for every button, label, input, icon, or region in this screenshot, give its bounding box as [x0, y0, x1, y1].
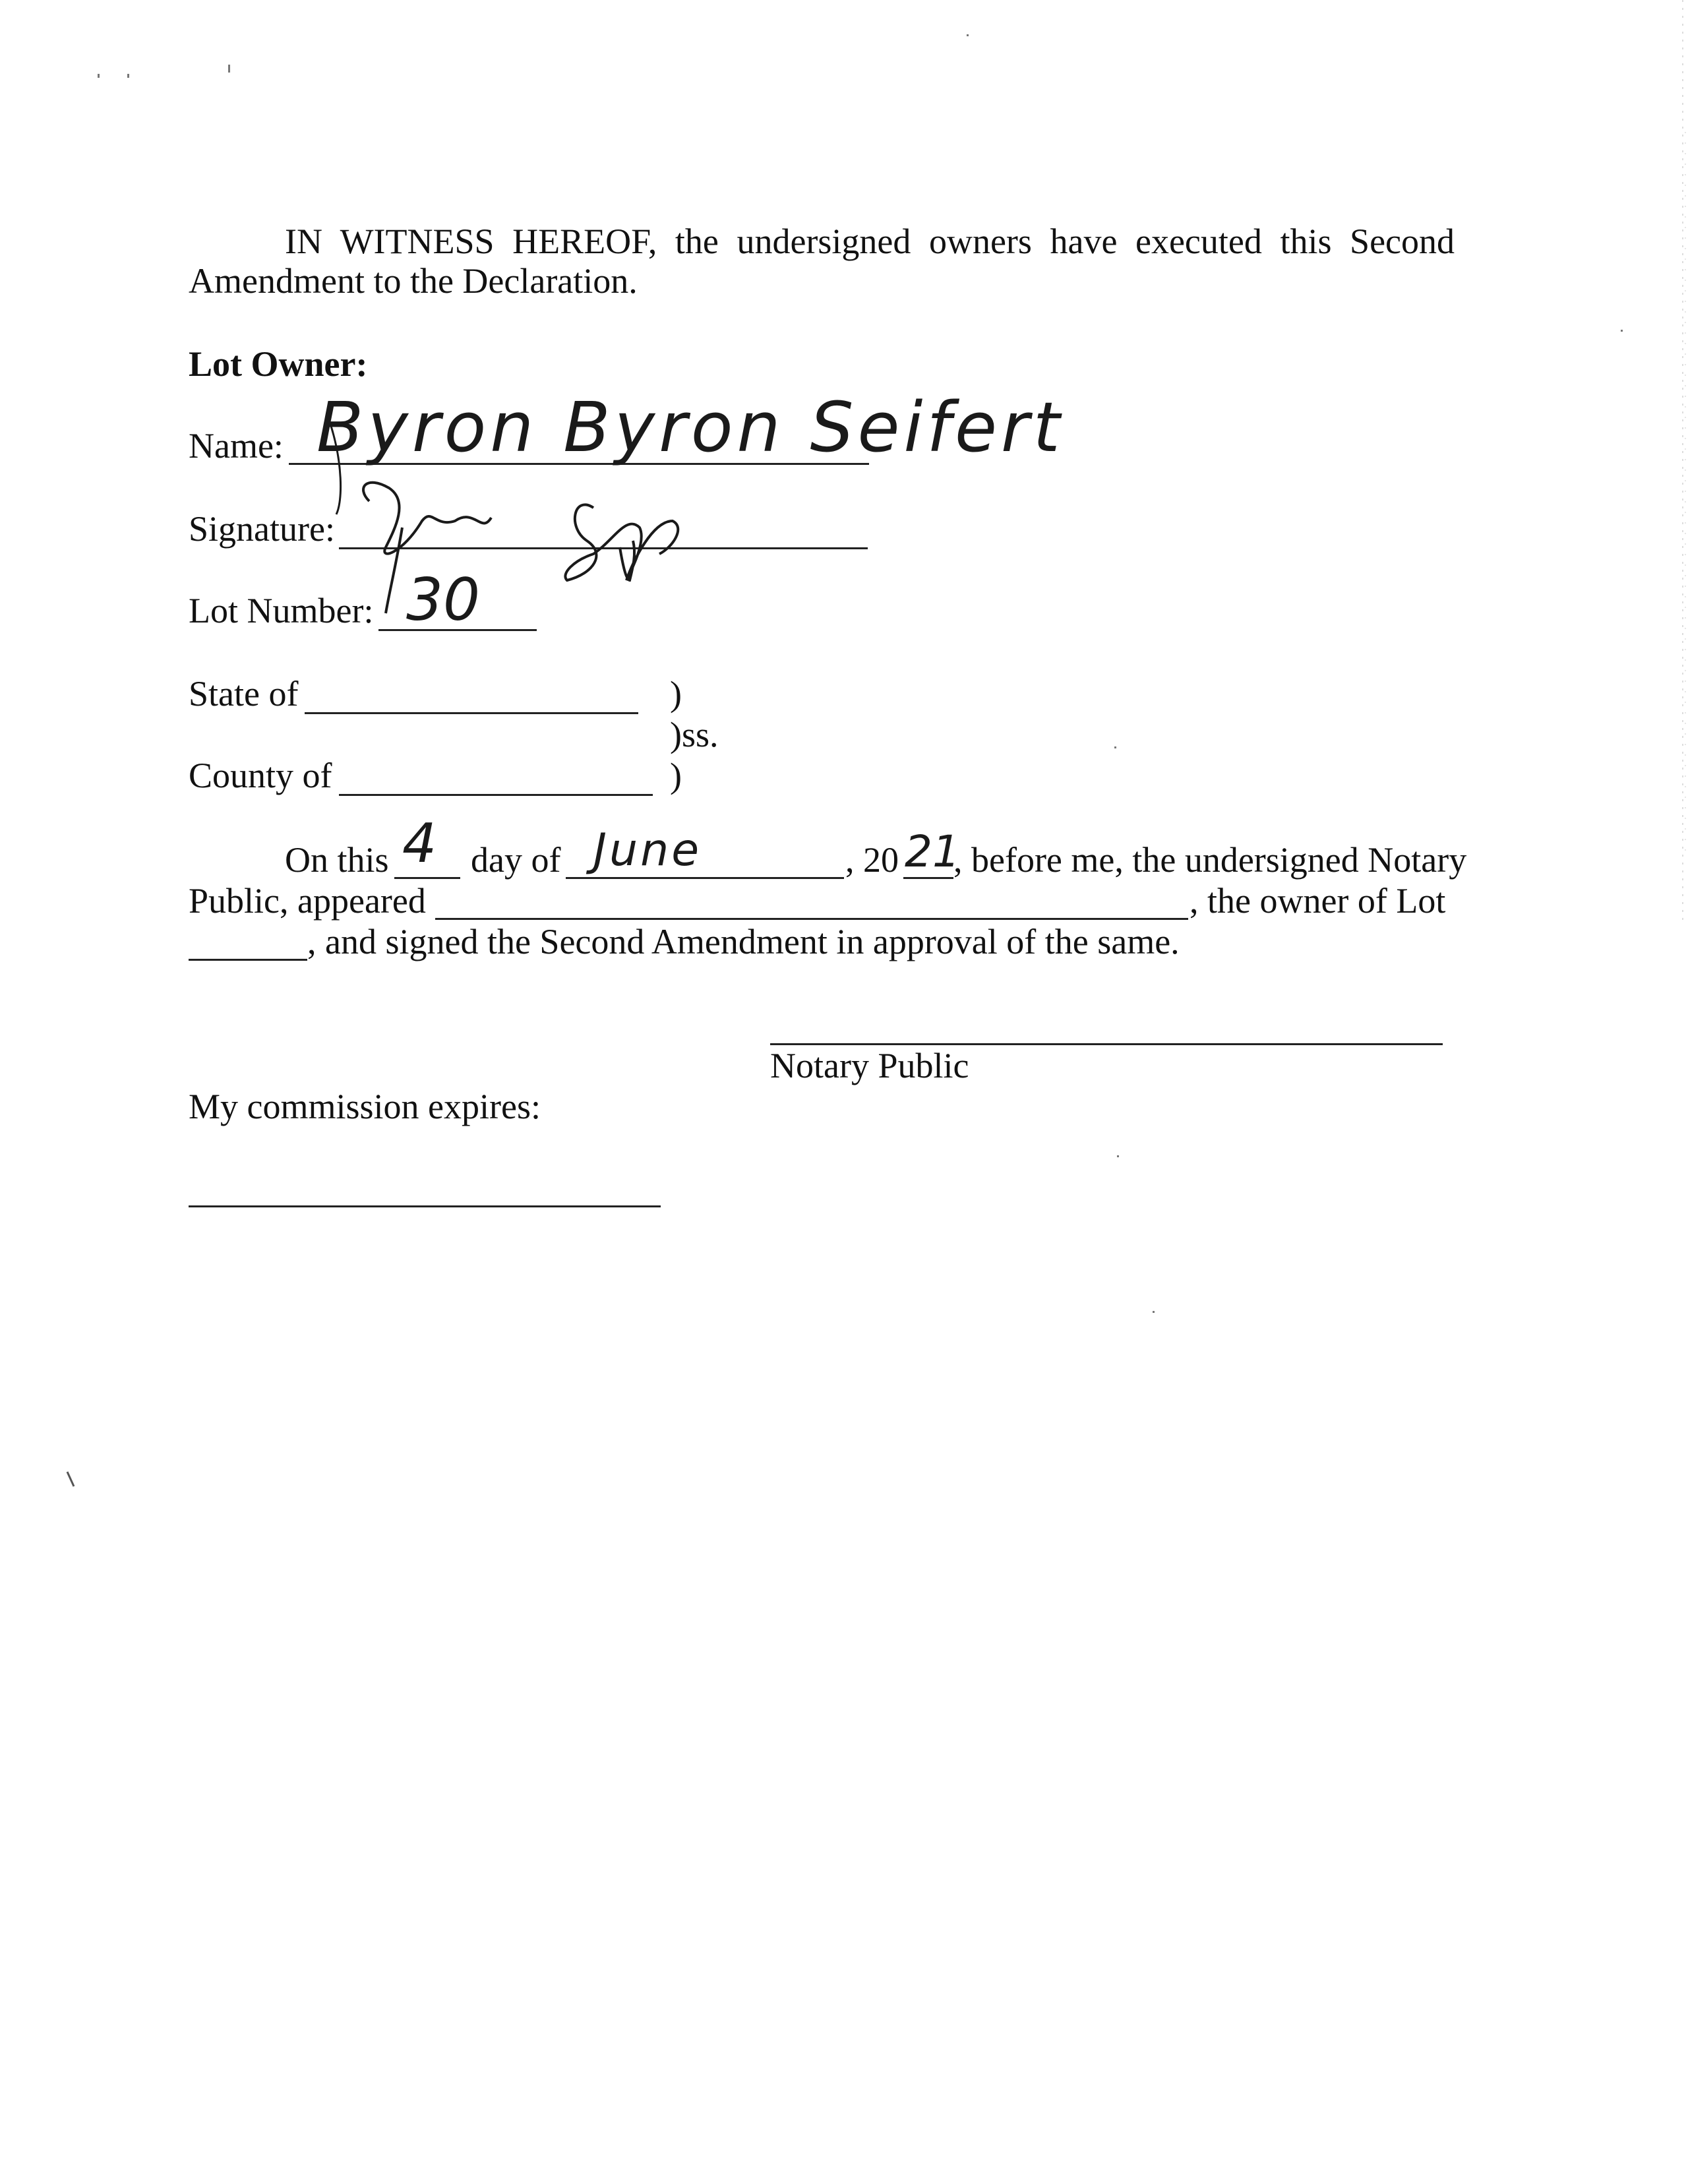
state-line: [305, 712, 638, 714]
venue-ss: )ss.: [670, 715, 719, 754]
day-line: [394, 877, 460, 879]
county-line: [339, 794, 653, 796]
month-line: [566, 877, 844, 879]
owner-of-lot-text: , the owner of Lot: [1190, 881, 1446, 921]
signed-text: , and signed the Second Amendment in approval of the same.: [307, 922, 1180, 961]
lot-blank-line: [189, 959, 307, 961]
year-prefix: , 20: [845, 840, 899, 880]
lot-owner-heading: Lot Owner:: [189, 344, 368, 384]
day-of-text: day of: [471, 840, 561, 880]
witness-line-2: Amendment to the Declaration.: [189, 261, 638, 301]
day-value: 4: [402, 812, 437, 875]
lot-number-value: 30: [406, 566, 480, 634]
signature-label: Signature:: [189, 509, 335, 549]
state-label: State of: [189, 674, 299, 713]
commission-line: [189, 1205, 661, 1207]
venue-paren-bottom: ): [670, 756, 682, 795]
name-handwritten: Byron Byron Seifert: [316, 387, 1064, 468]
notary-signature-line: [770, 1043, 1443, 1045]
before-me-text: , before me, the undersigned Notary: [953, 840, 1467, 880]
witness-line-1: IN WITNESS HEREOF, the undersigned owners have executed this Second: [285, 222, 1455, 261]
on-this-text: On this: [285, 840, 389, 880]
venue-paren-top: ): [670, 674, 682, 713]
public-appeared-text: Public, appeared: [189, 881, 426, 921]
name-label: Name:: [189, 426, 284, 466]
commission-expires-label: My commission expires:: [189, 1087, 541, 1126]
county-label: County of: [189, 756, 332, 795]
appeared-line: [435, 918, 1188, 920]
year-value: 21: [905, 826, 960, 877]
month-value: June: [593, 824, 702, 876]
notary-public-label: Notary Public: [770, 1046, 969, 1085]
year-line: [903, 877, 953, 879]
lot-number-label: Lot Number:: [189, 591, 374, 630]
